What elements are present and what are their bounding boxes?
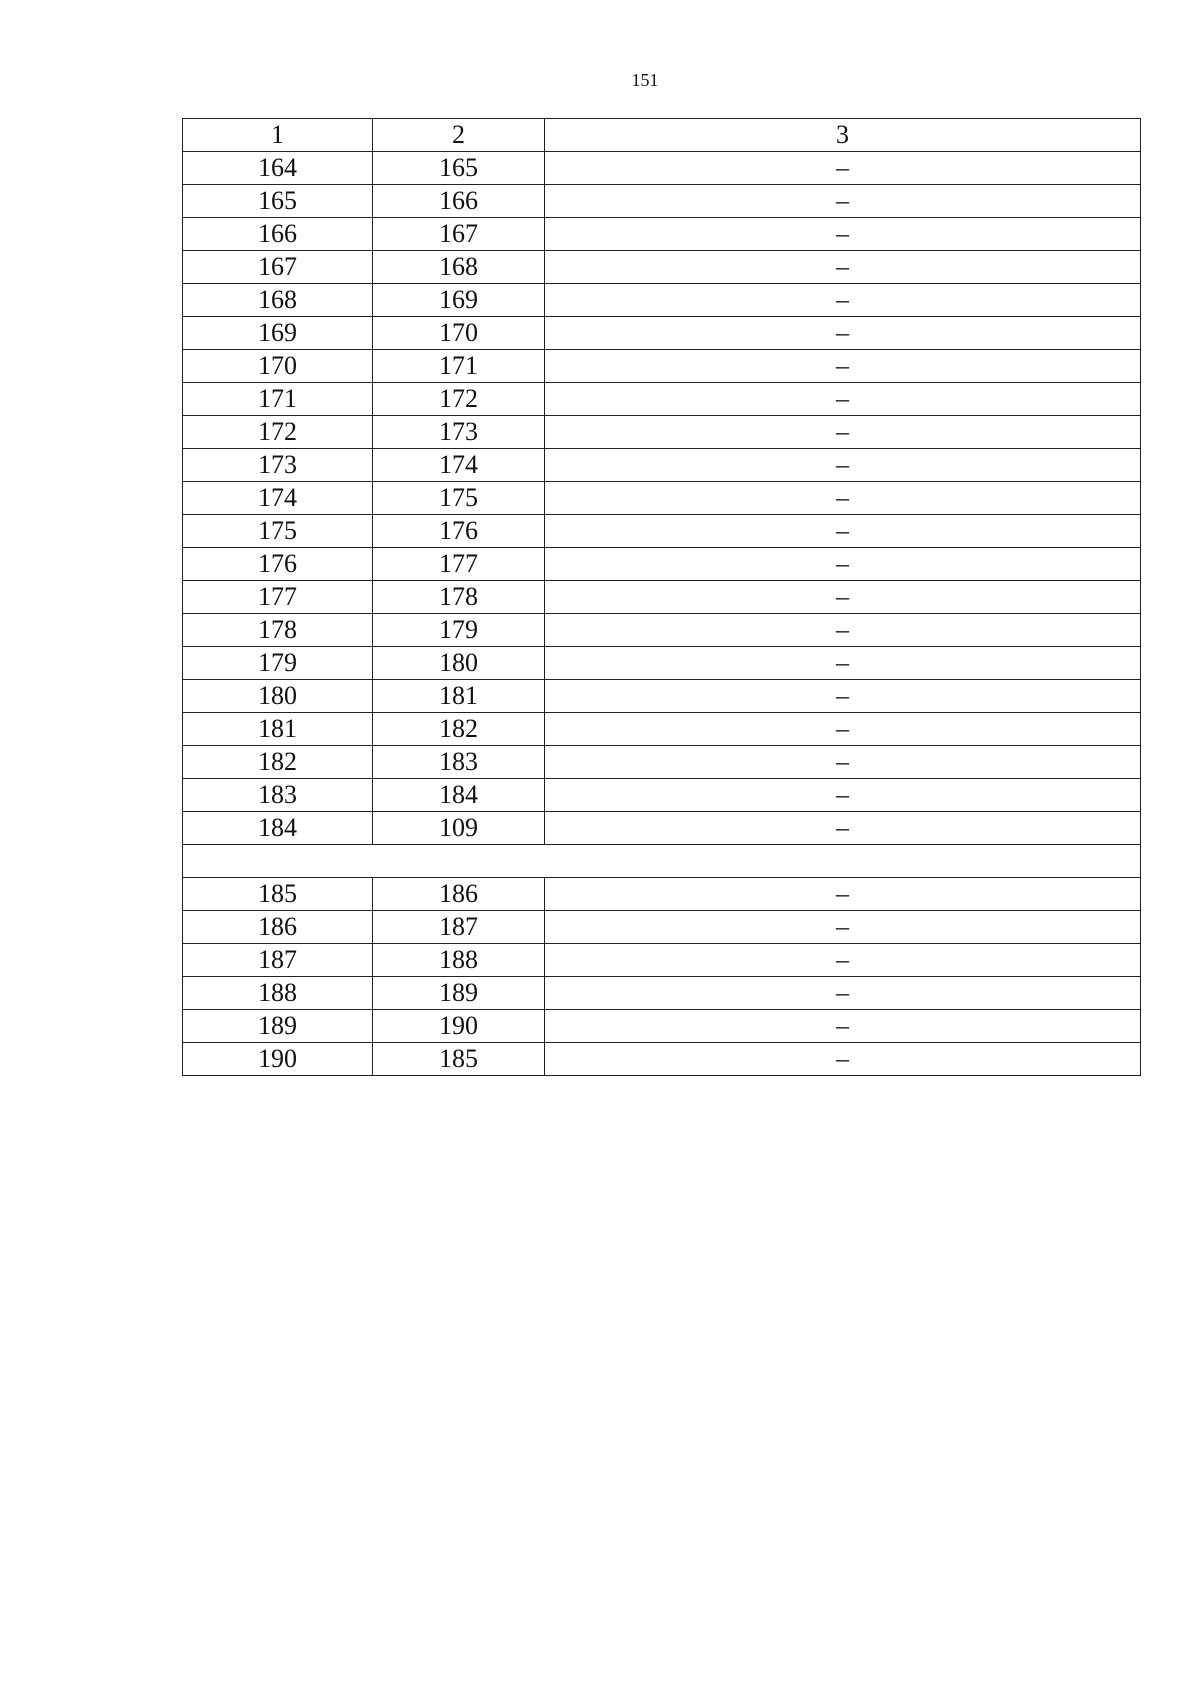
table-cell-col3: –: [545, 614, 1141, 647]
table-header-row: [183, 119, 1141, 152]
table-cell-col1: 185: [183, 878, 373, 911]
table-cell-col1: 171: [183, 383, 373, 416]
table-row: [183, 218, 1141, 251]
table-cell-col3: –: [545, 746, 1141, 779]
table-cell-col3: –: [545, 317, 1141, 350]
table-cell-col1: 173: [183, 449, 373, 482]
table-cell-col1: 189: [183, 1010, 373, 1043]
table-cell-col1: 188: [183, 977, 373, 1010]
table-cell-col1: 186: [183, 911, 373, 944]
table-cell-col1: 164: [183, 152, 373, 185]
empty-separator-cell: [183, 845, 1141, 878]
table-row: [183, 944, 1141, 977]
table-cell-col2: 170: [373, 317, 545, 350]
table-row: [183, 317, 1141, 350]
table-row: [183, 152, 1141, 185]
table-cell-col3: –: [545, 977, 1141, 1010]
table-cell-col3: –: [545, 944, 1141, 977]
table-cell-col2: 172: [373, 383, 545, 416]
header-cell-3: 3: [545, 119, 1141, 152]
table-cell-col2: 185: [373, 1043, 545, 1076]
table-cell-col1: 165: [183, 185, 373, 218]
table-cell-col3: –: [545, 383, 1141, 416]
section-separator-row: [183, 845, 1141, 878]
table-cell-col1: 180: [183, 680, 373, 713]
table-cell-col2: 184: [373, 779, 545, 812]
header-cell-1: 1: [183, 119, 373, 152]
table-row: [183, 515, 1141, 548]
table-cell-col2: 179: [373, 614, 545, 647]
table-cell-col1: 181: [183, 713, 373, 746]
table-row: [183, 614, 1141, 647]
table-row: [183, 647, 1141, 680]
table-body: [183, 119, 1141, 1076]
table-cell-col2: 180: [373, 647, 545, 680]
table-row: [183, 416, 1141, 449]
table-cell-col3: –: [545, 713, 1141, 746]
table-row: [183, 746, 1141, 779]
table-cell-col3: –: [545, 680, 1141, 713]
header-cell-2: 2: [373, 119, 545, 152]
data-table: [182, 118, 1141, 1076]
table-cell-col1: 166: [183, 218, 373, 251]
table-cell-col1: 178: [183, 614, 373, 647]
table-cell-col1: 174: [183, 482, 373, 515]
table-cell-col3: –: [545, 152, 1141, 185]
table-row: [183, 185, 1141, 218]
table-cell-col1: 168: [183, 284, 373, 317]
table-row: [183, 548, 1141, 581]
table-row: [183, 482, 1141, 515]
table-cell-col3: –: [545, 1043, 1141, 1076]
table-cell-col3: –: [545, 878, 1141, 911]
table-cell-col3: –: [545, 779, 1141, 812]
table-cell-col2: 109: [373, 812, 545, 845]
table-cell-col1: 183: [183, 779, 373, 812]
table-cell-col2: 182: [373, 713, 545, 746]
table-cell-col2: 190: [373, 1010, 545, 1043]
table-cell-col3: –: [545, 647, 1141, 680]
page-number: 151: [631, 70, 659, 90]
table-cell-col2: 178: [373, 581, 545, 614]
table-cell-col2: 171: [373, 350, 545, 383]
table-row: [183, 680, 1141, 713]
table-cell-col3: –: [545, 548, 1141, 581]
table-cell-col3: –: [545, 185, 1141, 218]
table-cell-col2: 169: [373, 284, 545, 317]
table-cell-col2: 177: [373, 548, 545, 581]
table-cell-col2: 166: [373, 185, 545, 218]
table-cell-col3: –: [545, 911, 1141, 944]
table-row: [183, 1043, 1141, 1076]
table-cell-col3: –: [545, 515, 1141, 548]
table-cell-col1: 190: [183, 1043, 373, 1076]
table-cell-col3: –: [545, 1010, 1141, 1043]
table-cell-col3: –: [545, 449, 1141, 482]
table-row: [183, 713, 1141, 746]
table-row: [183, 350, 1141, 383]
table-cell-col2: 167: [373, 218, 545, 251]
table-cell-col1: 176: [183, 548, 373, 581]
table-cell-col2: 176: [373, 515, 545, 548]
table-row: [183, 779, 1141, 812]
table-cell-col1: 182: [183, 746, 373, 779]
table-cell-col2: 168: [373, 251, 545, 284]
table-cell-col1: 177: [183, 581, 373, 614]
table-row: [183, 251, 1141, 284]
table-cell-col2: 188: [373, 944, 545, 977]
table-cell-col3: –: [545, 350, 1141, 383]
table-cell-col1: 172: [183, 416, 373, 449]
table-cell-col3: –: [545, 251, 1141, 284]
table-cell-col2: 183: [373, 746, 545, 779]
table-row: [183, 878, 1141, 911]
table-cell-col3: –: [545, 581, 1141, 614]
table-cell-col2: 187: [373, 911, 545, 944]
table-cell-col3: –: [545, 218, 1141, 251]
table-cell-col1: 184: [183, 812, 373, 845]
table-cell-col1: 175: [183, 515, 373, 548]
table-row: [183, 284, 1141, 317]
table-cell-col3: –: [545, 416, 1141, 449]
table-cell-col2: 173: [373, 416, 545, 449]
table-cell-col2: 165: [373, 152, 545, 185]
table-row: [183, 911, 1141, 944]
table-cell-col3: –: [545, 812, 1141, 845]
table-row: [183, 812, 1141, 845]
table-cell-col2: 189: [373, 977, 545, 1010]
table-cell-col2: 186: [373, 878, 545, 911]
table-row: [183, 977, 1141, 1010]
table-row: [183, 383, 1141, 416]
table-cell-col1: 167: [183, 251, 373, 284]
table-cell-col2: 175: [373, 482, 545, 515]
table-cell-col1: 170: [183, 350, 373, 383]
table-cell-col1: 187: [183, 944, 373, 977]
table-row: [183, 1010, 1141, 1043]
table-cell-col2: 181: [373, 680, 545, 713]
table-cell-col3: –: [545, 284, 1141, 317]
table-row: [183, 449, 1141, 482]
table-cell-col2: 174: [373, 449, 545, 482]
table-cell-col3: –: [545, 482, 1141, 515]
table-row: [183, 581, 1141, 614]
table-cell-col1: 179: [183, 647, 373, 680]
table-cell-col1: 169: [183, 317, 373, 350]
